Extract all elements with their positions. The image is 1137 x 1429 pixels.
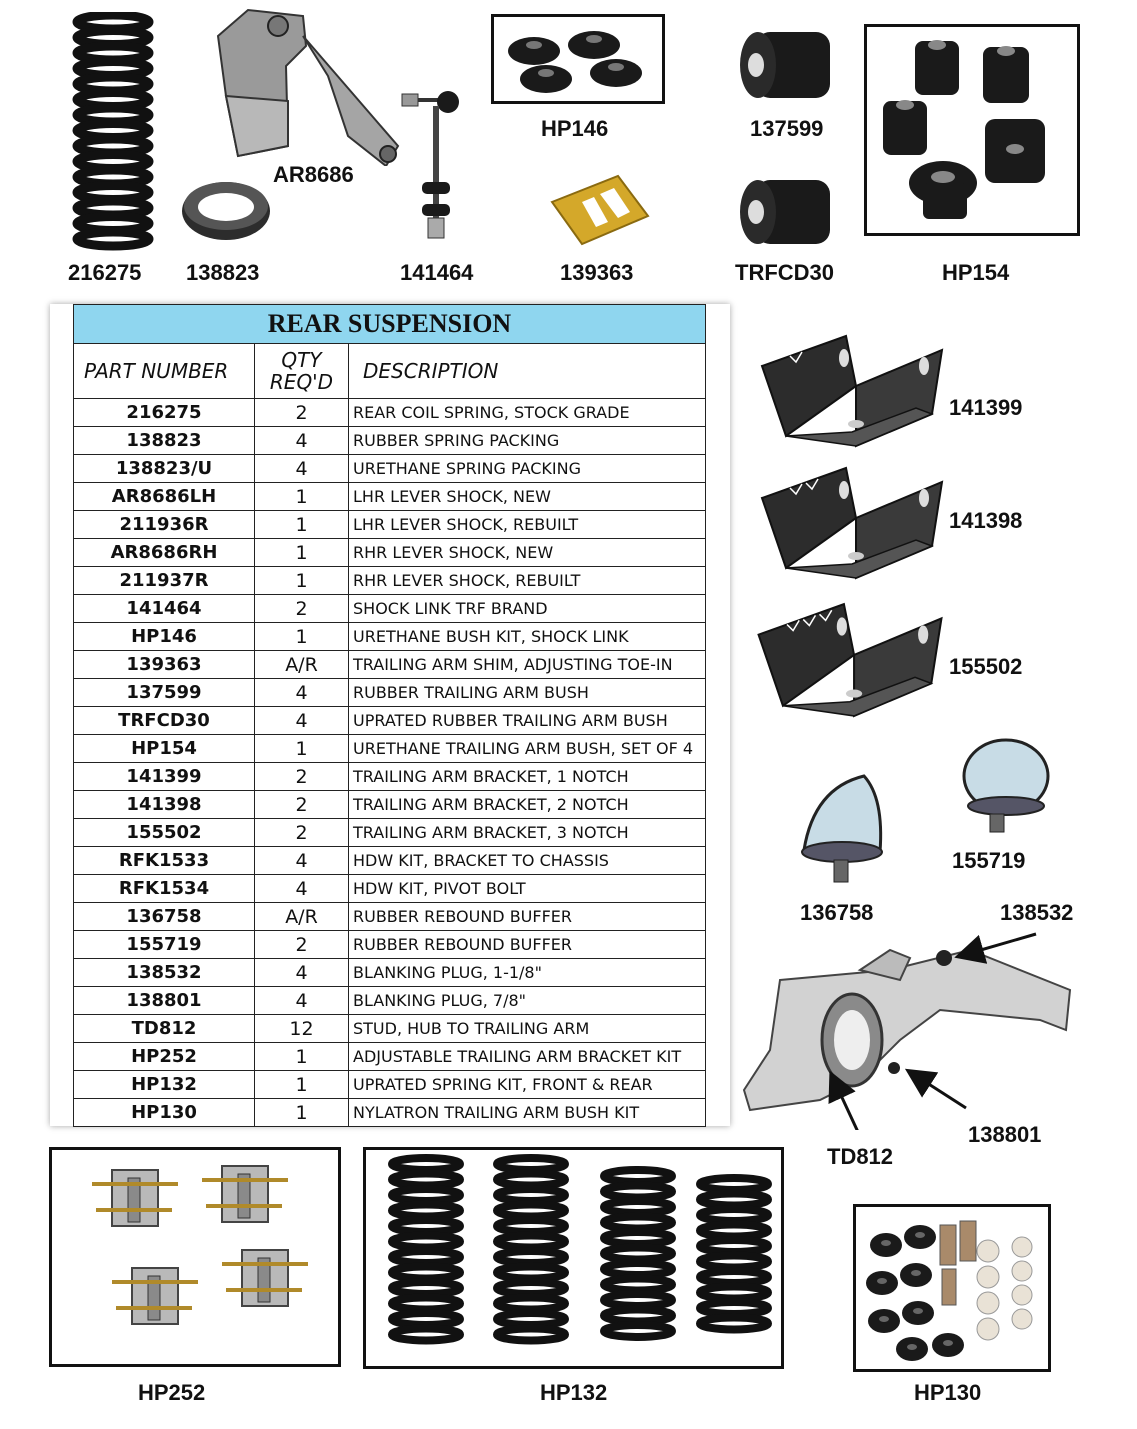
table-row [74, 735, 706, 763]
description-cell: BLANKING PLUG, 1-1/8" [349, 959, 706, 987]
part-number-cell: 136758 [74, 903, 255, 931]
qty-cell: 1 [255, 1043, 349, 1071]
table-row [74, 1015, 706, 1043]
qty-cell: 4 [255, 427, 349, 455]
table-row [74, 651, 706, 679]
qty-cell: 2 [255, 763, 349, 791]
header-part-number: PART NUMBER [74, 344, 255, 399]
description-cell: TRAILING ARM SHIM, ADJUSTING TOE-IN [349, 651, 706, 679]
qty-cell: A/R [255, 903, 349, 931]
description-cell: URETHANE SPRING PACKING [349, 455, 706, 483]
table-row [74, 623, 706, 651]
table-row [74, 819, 706, 847]
description-cell: URETHANE BUSH KIT, SHOCK LINK [349, 623, 706, 651]
label-138801: 138801 [968, 1122, 1042, 1147]
description-cell: RHR LEVER SHOCK, NEW [349, 539, 706, 567]
uprated-bush-image [736, 176, 842, 248]
qty-cell: 4 [255, 875, 349, 903]
description-cell: TRAILING ARM BRACKET, 3 NOTCH [349, 819, 706, 847]
part-number-cell: AR8686LH [74, 483, 255, 511]
rubber-bush-image [736, 26, 842, 104]
table-row [74, 847, 706, 875]
label-hp252: HP252 [138, 1380, 206, 1405]
part-number-cell: HP130 [74, 1099, 255, 1127]
description-cell: NYLATRON TRAILING ARM BUSH KIT [349, 1099, 706, 1127]
description-cell: RUBBER TRAILING ARM BUSH [349, 679, 706, 707]
description-cell: BLANKING PLUG, 7/8" [349, 987, 706, 1015]
part-number-cell: AR8686RH [74, 539, 255, 567]
label-141399: 141399 [949, 395, 1023, 420]
bracket-3-notch-image [752, 594, 948, 720]
part-number-cell: 211937R [74, 567, 255, 595]
table-row [74, 959, 706, 987]
qty-cell: 2 [255, 399, 349, 427]
description-cell: URETHANE TRAILING ARM BUSH, SET OF 4 [349, 735, 706, 763]
hp154-box [864, 24, 1080, 236]
hp130-box [853, 1204, 1051, 1372]
table-row [74, 679, 706, 707]
description-cell: RUBBER SPRING PACKING [349, 427, 706, 455]
part-number-cell: HP252 [74, 1043, 255, 1071]
part-number-cell: 137599 [74, 679, 255, 707]
label-136758: 136758 [800, 900, 874, 925]
description-cell: TRAILING ARM BRACKET, 1 NOTCH [349, 763, 706, 791]
description-cell: UPRATED RUBBER TRAILING ARM BUSH [349, 707, 706, 735]
qty-cell: 1 [255, 1099, 349, 1127]
buffer-small-image [958, 736, 1054, 836]
label-216275: 216275 [68, 260, 142, 285]
table-row [74, 875, 706, 903]
description-cell: SHOCK LINK TRF BRAND [349, 595, 706, 623]
qty-cell: 1 [255, 567, 349, 595]
qty-cell: 4 [255, 987, 349, 1015]
table-row [74, 1043, 706, 1071]
label-155502: 155502 [949, 654, 1023, 679]
part-number-cell: 141464 [74, 595, 255, 623]
label-hp132: HP132 [540, 1380, 608, 1405]
qty-cell: 1 [255, 483, 349, 511]
rear-suspension-table-card [50, 304, 730, 1126]
part-number-cell: 139363 [74, 651, 255, 679]
description-cell: HDW KIT, PIVOT BOLT [349, 875, 706, 903]
qty-cell: 1 [255, 735, 349, 763]
qty-cell: 2 [255, 819, 349, 847]
table-row [74, 763, 706, 791]
buffer-large-image [794, 768, 890, 886]
shock-link-image [396, 86, 464, 244]
label-trfcd30: TRFCD30 [735, 260, 835, 285]
qty-cell: 4 [255, 847, 349, 875]
description-cell: HDW KIT, BRACKET TO CHASSIS [349, 847, 706, 875]
hp132-box [363, 1147, 784, 1369]
part-number-cell: 138823/U [74, 455, 255, 483]
rear-suspension-table [73, 304, 706, 1127]
qty-cell: 4 [255, 455, 349, 483]
part-number-cell: RFK1534 [74, 875, 255, 903]
part-number-cell: HP154 [74, 735, 255, 763]
part-number-cell: 138823 [74, 427, 255, 455]
qty-cell: 1 [255, 539, 349, 567]
label-138532: 138532 [1000, 900, 1074, 925]
description-cell: UPRATED SPRING KIT, FRONT & REAR [349, 1071, 706, 1099]
description-cell: ADJUSTABLE TRAILING ARM BRACKET KIT [349, 1043, 706, 1071]
description-cell: LHR LEVER SHOCK, REBUILT [349, 511, 706, 539]
spring-packing-image [180, 180, 272, 242]
part-number-cell: 141399 [74, 763, 255, 791]
table-row [74, 483, 706, 511]
table-title: REAR SUSPENSION [74, 305, 706, 344]
bracket-1-notch-image [756, 326, 948, 450]
table-row [74, 987, 706, 1015]
label-139363: 139363 [560, 260, 634, 285]
part-number-cell: RFK1533 [74, 847, 255, 875]
part-number-cell: 211936R [74, 511, 255, 539]
label-hp146: HP146 [541, 116, 609, 141]
description-cell: LHR LEVER SHOCK, NEW [349, 483, 706, 511]
label-141398: 141398 [949, 508, 1023, 533]
description-cell: REAR COIL SPRING, STOCK GRADE [349, 399, 706, 427]
qty-cell: 4 [255, 707, 349, 735]
label-138823: 138823 [186, 260, 260, 285]
label-137599: 137599 [750, 116, 824, 141]
hp146-box [491, 14, 665, 104]
part-number-cell: 138532 [74, 959, 255, 987]
qty-cell: 4 [255, 959, 349, 987]
hp252-box [49, 1147, 341, 1367]
description-cell: RUBBER REBOUND BUFFER [349, 903, 706, 931]
label-td812: TD812 [827, 1144, 894, 1169]
lever-shock-image [208, 6, 404, 166]
table-row [74, 903, 706, 931]
table-row [74, 567, 706, 595]
qty-cell: A/R [255, 651, 349, 679]
part-number-cell: TD812 [74, 1015, 255, 1043]
description-cell: STUD, HUB TO TRAILING ARM [349, 1015, 706, 1043]
table-row [74, 511, 706, 539]
description-cell: TRAILING ARM BRACKET, 2 NOTCH [349, 791, 706, 819]
header-description: DESCRIPTION [349, 344, 706, 399]
table-row [74, 707, 706, 735]
trailing-arm-image [740, 930, 1080, 1130]
table-row [74, 931, 706, 959]
description-cell: RUBBER REBOUND BUFFER [349, 931, 706, 959]
table-row [74, 399, 706, 427]
label-hp130: HP130 [914, 1380, 982, 1405]
part-number-cell: 155719 [74, 931, 255, 959]
part-number-cell: 138801 [74, 987, 255, 1015]
table-row [74, 455, 706, 483]
qty-cell: 1 [255, 623, 349, 651]
qty-cell: 1 [255, 1071, 349, 1099]
part-number-cell: HP146 [74, 623, 255, 651]
part-number-cell: TRFCD30 [74, 707, 255, 735]
part-number-cell: 141398 [74, 791, 255, 819]
qty-cell: 4 [255, 679, 349, 707]
part-number-cell: 216275 [74, 399, 255, 427]
qty-cell: 2 [255, 791, 349, 819]
header-qty: QTY REQ'D [255, 344, 349, 399]
description-cell: RHR LEVER SHOCK, REBUILT [349, 567, 706, 595]
bracket-2-notch-image [756, 458, 948, 582]
qty-cell: 1 [255, 511, 349, 539]
label-141464: 141464 [400, 260, 474, 285]
qty-cell: 2 [255, 595, 349, 623]
qty-cell: 2 [255, 931, 349, 959]
shim-image [548, 172, 652, 248]
table-row [74, 539, 706, 567]
table-row [74, 1099, 706, 1127]
table-row [74, 427, 706, 455]
qty-cell: 12 [255, 1015, 349, 1043]
part-number-cell: 155502 [74, 819, 255, 847]
label-hp154: HP154 [942, 260, 1010, 285]
table-row [74, 1071, 706, 1099]
table-row [74, 595, 706, 623]
table-row [74, 791, 706, 819]
label-155719: 155719 [952, 848, 1026, 873]
coil-spring-image [70, 12, 156, 258]
label-ar8686: AR8686 [273, 162, 354, 187]
part-number-cell: HP132 [74, 1071, 255, 1099]
